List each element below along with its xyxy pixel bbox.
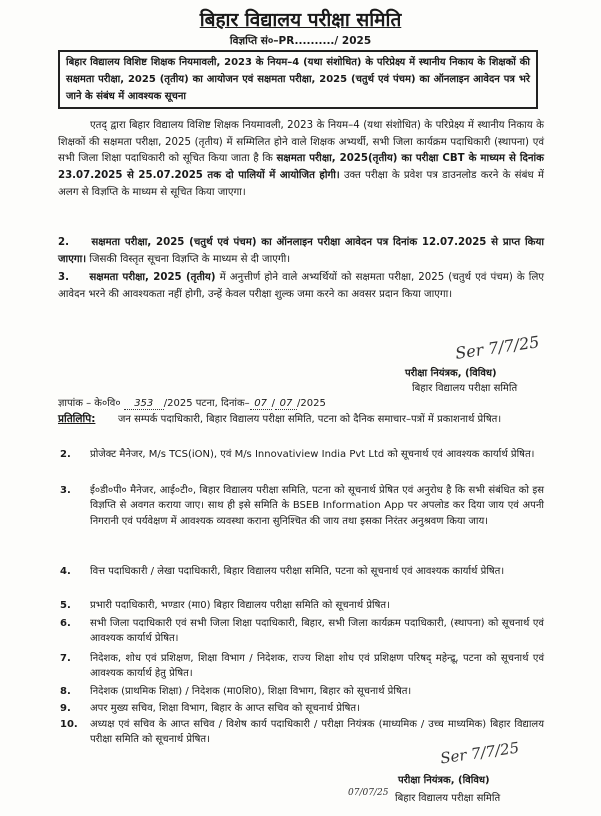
signatory-org-2: बिहार विद्यालय परीक्षा समिति (395, 793, 501, 804)
copy-text: वित्त पदाधिकारी / लेखा पदाधिकारी, बिहार विद्यालय परीक्षा समिति, पटना को सूचनार्थ एवं आवश्यक कार्यार्थ प्रेषित। (90, 566, 505, 577)
copy-number: 3. (60, 485, 71, 496)
subject-box: बिहार विद्यालय विशिष्ट शिक्षक नियमावली, 2023 के नियम–4 (यथा संशोधित) के परिप्रेक्ष्य में स्थानीय निकाय के शिक्षकों की सक्षमता परीक्षा, 2025 (तृतीय) का आयोजन एवं सक्षमता परीक्षा, 2025 (चतुर्थ एवं पंचम) का ऑनलाइन आवेदन पत्र भरे जाने के संबंध में आवश्यक सूचना (58, 50, 538, 109)
memo-prefix: ज्ञापांक – के०वि० (58, 398, 121, 409)
copy-number: 9. (60, 703, 71, 714)
copy-item-2 (60, 447, 544, 462)
paragraph-3 (58, 270, 544, 303)
p1-text-b: उक्त परीक्षा के प्रवेश पत्र डाउनलोड करने के संबंध में अलग से विज्ञप्ति के माध्यम से सूचित किया जाएगा। (58, 170, 544, 198)
copy-number: 4. (60, 566, 71, 577)
p3-bold: सक्षमता परीक्षा, 2025 (तृतीय) (89, 272, 216, 283)
copy-number: 5. (60, 600, 71, 611)
copy-number: 2. (60, 449, 71, 460)
memo-line: ज्ञापांक – के०वि० 353 /2025 पटना, दिनांक– 07 / 07 /2025 (58, 398, 326, 409)
copy-number: 8. (60, 686, 71, 697)
memo-mid: /2025 पटना, दिनांक– (163, 398, 250, 409)
memo-month: 07 (275, 398, 297, 410)
org-title: बिहार विद्यालय परीक्षा समिति (199, 9, 402, 31)
copy-item-9 (60, 701, 544, 716)
signatory-title-2: परीक्षा नियंत्रक, (विविध) (398, 775, 490, 786)
copy-item-10 (60, 717, 544, 748)
signature-scribble-1: Ser 7/7/25 (454, 332, 541, 363)
copy-item-6 (60, 616, 544, 647)
copy-text: प्रभारी पदाधिकारी, भण्डार (मा0) बिहार विद्यालय परीक्षा समिति को सूचनार्थ प्रेषित। (90, 600, 390, 611)
copy-number: 10. (60, 719, 78, 730)
copy-text: निदेशक (प्राथमिक शिक्षा) / निदेशक (मा0शि0), शिक्षा विभाग, बिहार को सूचनार्थ प्रेषित। (90, 686, 412, 697)
p2-text: जिसकी विस्तृत सूचना विज्ञप्ति के माध्यम से दी जाएगी। (86, 253, 291, 265)
notice-suffix: / 2025 (334, 35, 372, 47)
p1-text-a: एतद् द्वारा बिहार विद्यालय विशिष्ट शिक्षक नियमावली, 2023 के नियम–4 (यथा संशोधित) के परिप्रेक्ष्य में स्थानीय निकाय के शिक्षकों की सक्षमता परीक्षा, 2025 (तृतीय) में सम्मिलित होने वाले शिक्षक अभ्यर्थी, सभी जिला कार्यक्रम पदाधिकारी (स्थापना) एवं सभी जिला शिक्षा पदाधिकारी को सूचित किया जाता है कि (58, 120, 544, 165)
copy-text: निदेशक, शोध एवं प्रशिक्षण, शिक्षा विभाग / निदेशक, राज्य शिक्षा शोध एवं प्रशिक्षण परिषद् महेन्द्रू, पटना को सूचनार्थ एवं आवश्यक कार्यार्थ हेतु प्रेषित। (90, 653, 544, 680)
copy-item-4 (60, 564, 544, 579)
copy-text: अध्यक्ष एवं सचिव के आप्त सचिव / विशेष कार्य पदाधिकारी / परीक्षा नियंत्रक (माध्यमिक / उच्च माध्यमिक) बिहार विद्यालय परीक्षा समिति को सूचनार्थ प्रेषित। (90, 719, 544, 746)
paragraph-2 (58, 235, 544, 268)
signatory-title-1: परीक्षा नियंत्रक, (विविध) (405, 368, 497, 379)
p2-bold: सक्षमता परीक्षा, 2025 (चतुर्थ एवं पंचम) का ऑनलाइन परीक्षा आवेदन पत्र दिनांक 12.07.2025 से प्राप्त किया जाएगा। (58, 237, 544, 265)
memo-number: 353 (124, 398, 164, 410)
notice-prefix: विज्ञप्ति सं०–PR (229, 35, 295, 47)
copy-text: जन सम्पर्क पदाधिकारी, बिहार विद्यालय परीक्षा समिति, पटना को दैनिक समाचार–पत्रों में प्रकाशनार्थ प्रेषित। (118, 414, 502, 425)
copy-text: सभी जिला पदाधिकारी एवं सभी जिला शिक्षा पदाधिकारी, बिहार, सभी जिला कार्यक्रम पदाधिकारी, (स्थापना) को सूचनार्थ एवं आवश्यक कार्यार्थ प्रेषित। (90, 618, 544, 645)
copy-number: 6. (60, 618, 71, 629)
copy-label: प्रतिलिपि: (58, 413, 96, 425)
p3-text: में अनुत्तीर्ण होने वाले अभ्यर्थियों को सक्षमता परीक्षा, 2025 (चतुर्थ एवं पंचम) के लिए आवेदन भरने की आवश्यकता नहीं होगी, उन्हें केवल परीक्षा शुल्क जमा करने का अवसर प्रदान किया जाएगा। (58, 272, 544, 300)
copy-text: ई०डी०पी० मैनेजर, आई०टी०, बिहार विद्यालय परीक्षा समिति, पटना को सूचनार्थ प्रेषित एवं अनुरोध है कि सभी संबंधित को इस विज्ञप्ति से अवगत कराया जाए। साथ ही इसे समिति के BSEB Information App पर अपलोड कर दिया जाय एवं अपनी निगरानी एवं पर्यवेक्षण में आवश्यक व्यवस्था कराना सुनिश्चित की जाय तथा इसका निरंतर अनुश्रवण किया जाय। (90, 485, 544, 527)
initials-scribble: 07/07/25 (348, 788, 389, 798)
notice-number (0, 34, 601, 48)
copy-item-1 (118, 412, 544, 427)
p1-bold: सक्षमता परीक्षा, 2025(तृतीय) का परीक्षा CBT के माध्यम से दिनांक 23.07.2025 से 25.07.2025 तक दो पालियों में आयोजित होगी। (58, 153, 544, 182)
memo-year: /2025 (297, 398, 326, 409)
copy-text: अपर मुख्य सचिव, शिक्षा विभाग, बिहार के आप्त सचिव को सूचनार्थ प्रेषित। (90, 703, 360, 714)
notice-blank: .......... (294, 35, 335, 47)
p3-number: 3. (58, 272, 69, 283)
memo-day: 07 (250, 398, 272, 410)
copy-item-8 (60, 684, 544, 699)
signature-scribble-2: Ser 7/7/25 (439, 738, 521, 768)
paragraph-1 (58, 118, 544, 202)
copy-item-3 (60, 483, 544, 529)
p2-number: 2. (58, 237, 69, 248)
copy-number: 7. (60, 653, 71, 664)
signatory-org-1: बिहार विद्यालय परीक्षा समिति (412, 383, 518, 394)
copy-item-5 (60, 598, 544, 613)
copy-text: प्रोजेक्ट मैनेजर, M/s TCS(iON), एवं M/s Innovatiview India Pvt Ltd को सूचनार्थ एवं आवश्यक कार्यार्थ प्रेषित। (90, 449, 535, 460)
copy-item-7 (60, 651, 544, 682)
